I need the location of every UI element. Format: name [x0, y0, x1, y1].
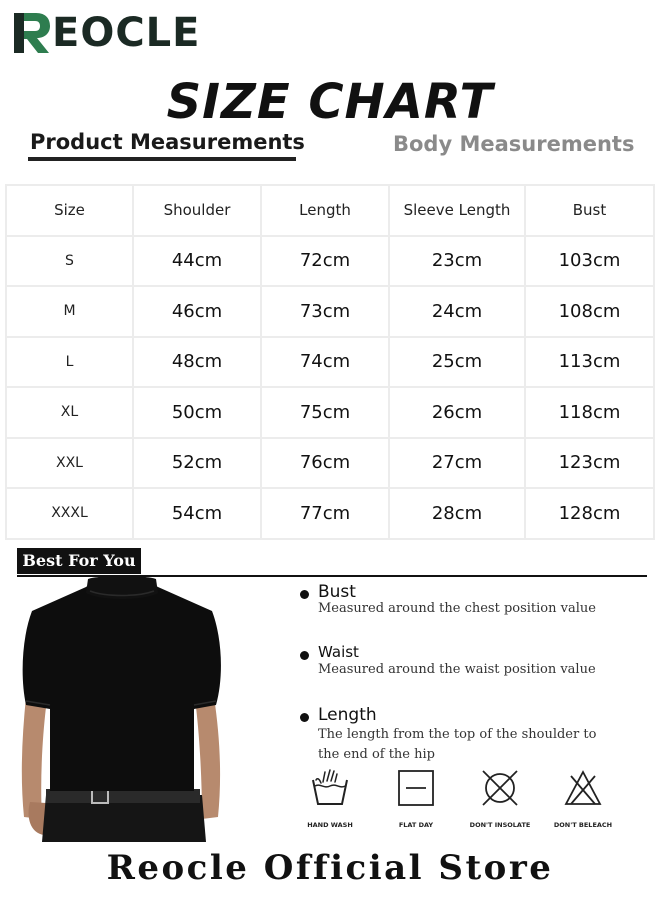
tab-body-measurements[interactable]: Body Measurements [393, 132, 635, 156]
bust-cell: 103cm [525, 236, 654, 287]
care-flat-dry-label: FLAT DAY [398, 821, 434, 829]
shoulder-cell: 54cm [133, 488, 261, 539]
header-sleeve-length: Sleeve Length [389, 185, 525, 236]
size-cell: L [6, 337, 133, 388]
table-header-row [6, 185, 654, 236]
spec-bust-desc: Measured around the chest position value [318, 601, 596, 616]
table-row [6, 286, 654, 337]
spec-length-desc-1: The length from the top of the shoulder to [318, 727, 597, 742]
sleeve-length-cell: 24cm [389, 286, 525, 337]
dont-bleach-icon [563, 768, 603, 808]
reocle-logo-icon [12, 11, 52, 55]
care-dont-insolate-label: DON'T INSOLATE [469, 821, 531, 829]
tab-product-measurements[interactable]: Product Measurements [30, 130, 305, 154]
care-dont-insolate [460, 768, 540, 829]
page-title: SIZE CHART [166, 74, 494, 130]
bullet-icon [300, 651, 309, 660]
flat-dry-icon [396, 768, 436, 808]
bullet-icon [300, 590, 309, 599]
sleeve-length-cell: 25cm [389, 337, 525, 388]
spec-bust-name: Bust [318, 582, 356, 602]
length-cell: 72cm [261, 236, 389, 287]
bust-cell: 108cm [525, 286, 654, 337]
store-name: Reocle Official Store [106, 848, 554, 888]
size-cell: S [6, 236, 133, 287]
length-cell: 73cm [261, 286, 389, 337]
tshirt-icon [16, 577, 230, 842]
shoulder-cell: 44cm [133, 236, 261, 287]
table-row [6, 337, 654, 388]
care-dont-bleach [543, 768, 623, 829]
sleeve-length-cell: 26cm [389, 387, 525, 438]
hand-wash-icon [309, 768, 351, 808]
spec-waist-name: Waist [318, 643, 359, 661]
size-cell: XXXL [6, 488, 133, 539]
header-bust: Bust [525, 185, 654, 236]
table-row [6, 438, 654, 489]
spec-length-desc-2: the end of the hip [318, 747, 435, 762]
table-row [6, 387, 654, 438]
best-for-you-label: Best For You [17, 548, 141, 574]
bullet-icon [300, 713, 309, 722]
size-cell: M [6, 286, 133, 337]
header-size: Size [6, 185, 133, 236]
header-length: Length [261, 185, 389, 236]
size-table [5, 184, 655, 540]
shoulder-cell: 50cm [133, 387, 261, 438]
bust-cell: 123cm [525, 438, 654, 489]
care-dont-bleach-label: DON'T BELEACH [553, 821, 613, 829]
care-flat-dry [376, 768, 456, 829]
spec-waist-desc: Measured around the waist position value [318, 662, 596, 677]
shoulder-cell: 46cm [133, 286, 261, 337]
dont-insolate-icon [479, 768, 521, 808]
care-hand-wash-label: HAND WASH [307, 821, 353, 829]
sleeve-length-cell: 27cm [389, 438, 525, 489]
care-hand-wash [290, 768, 370, 829]
header-shoulder: Shoulder [133, 185, 261, 236]
length-cell: 74cm [261, 337, 389, 388]
table-row [6, 236, 654, 287]
shoulder-cell: 52cm [133, 438, 261, 489]
sleeve-length-cell: 23cm [389, 236, 525, 287]
bust-cell: 128cm [525, 488, 654, 539]
spec-length-name: Length [318, 705, 377, 725]
bust-cell: 118cm [525, 387, 654, 438]
table-row [6, 488, 654, 539]
length-cell: 76cm [261, 438, 389, 489]
active-tab-underline [28, 157, 296, 161]
size-cell: XXL [6, 438, 133, 489]
length-cell: 77cm [261, 488, 389, 539]
shoulder-cell: 48cm [133, 337, 261, 388]
bust-cell: 113cm [525, 337, 654, 388]
size-cell: XL [6, 387, 133, 438]
length-cell: 75cm [261, 387, 389, 438]
brand-name: EOCLE [52, 10, 201, 56]
brand-logo [12, 10, 201, 56]
sleeve-length-cell: 28cm [389, 488, 525, 539]
